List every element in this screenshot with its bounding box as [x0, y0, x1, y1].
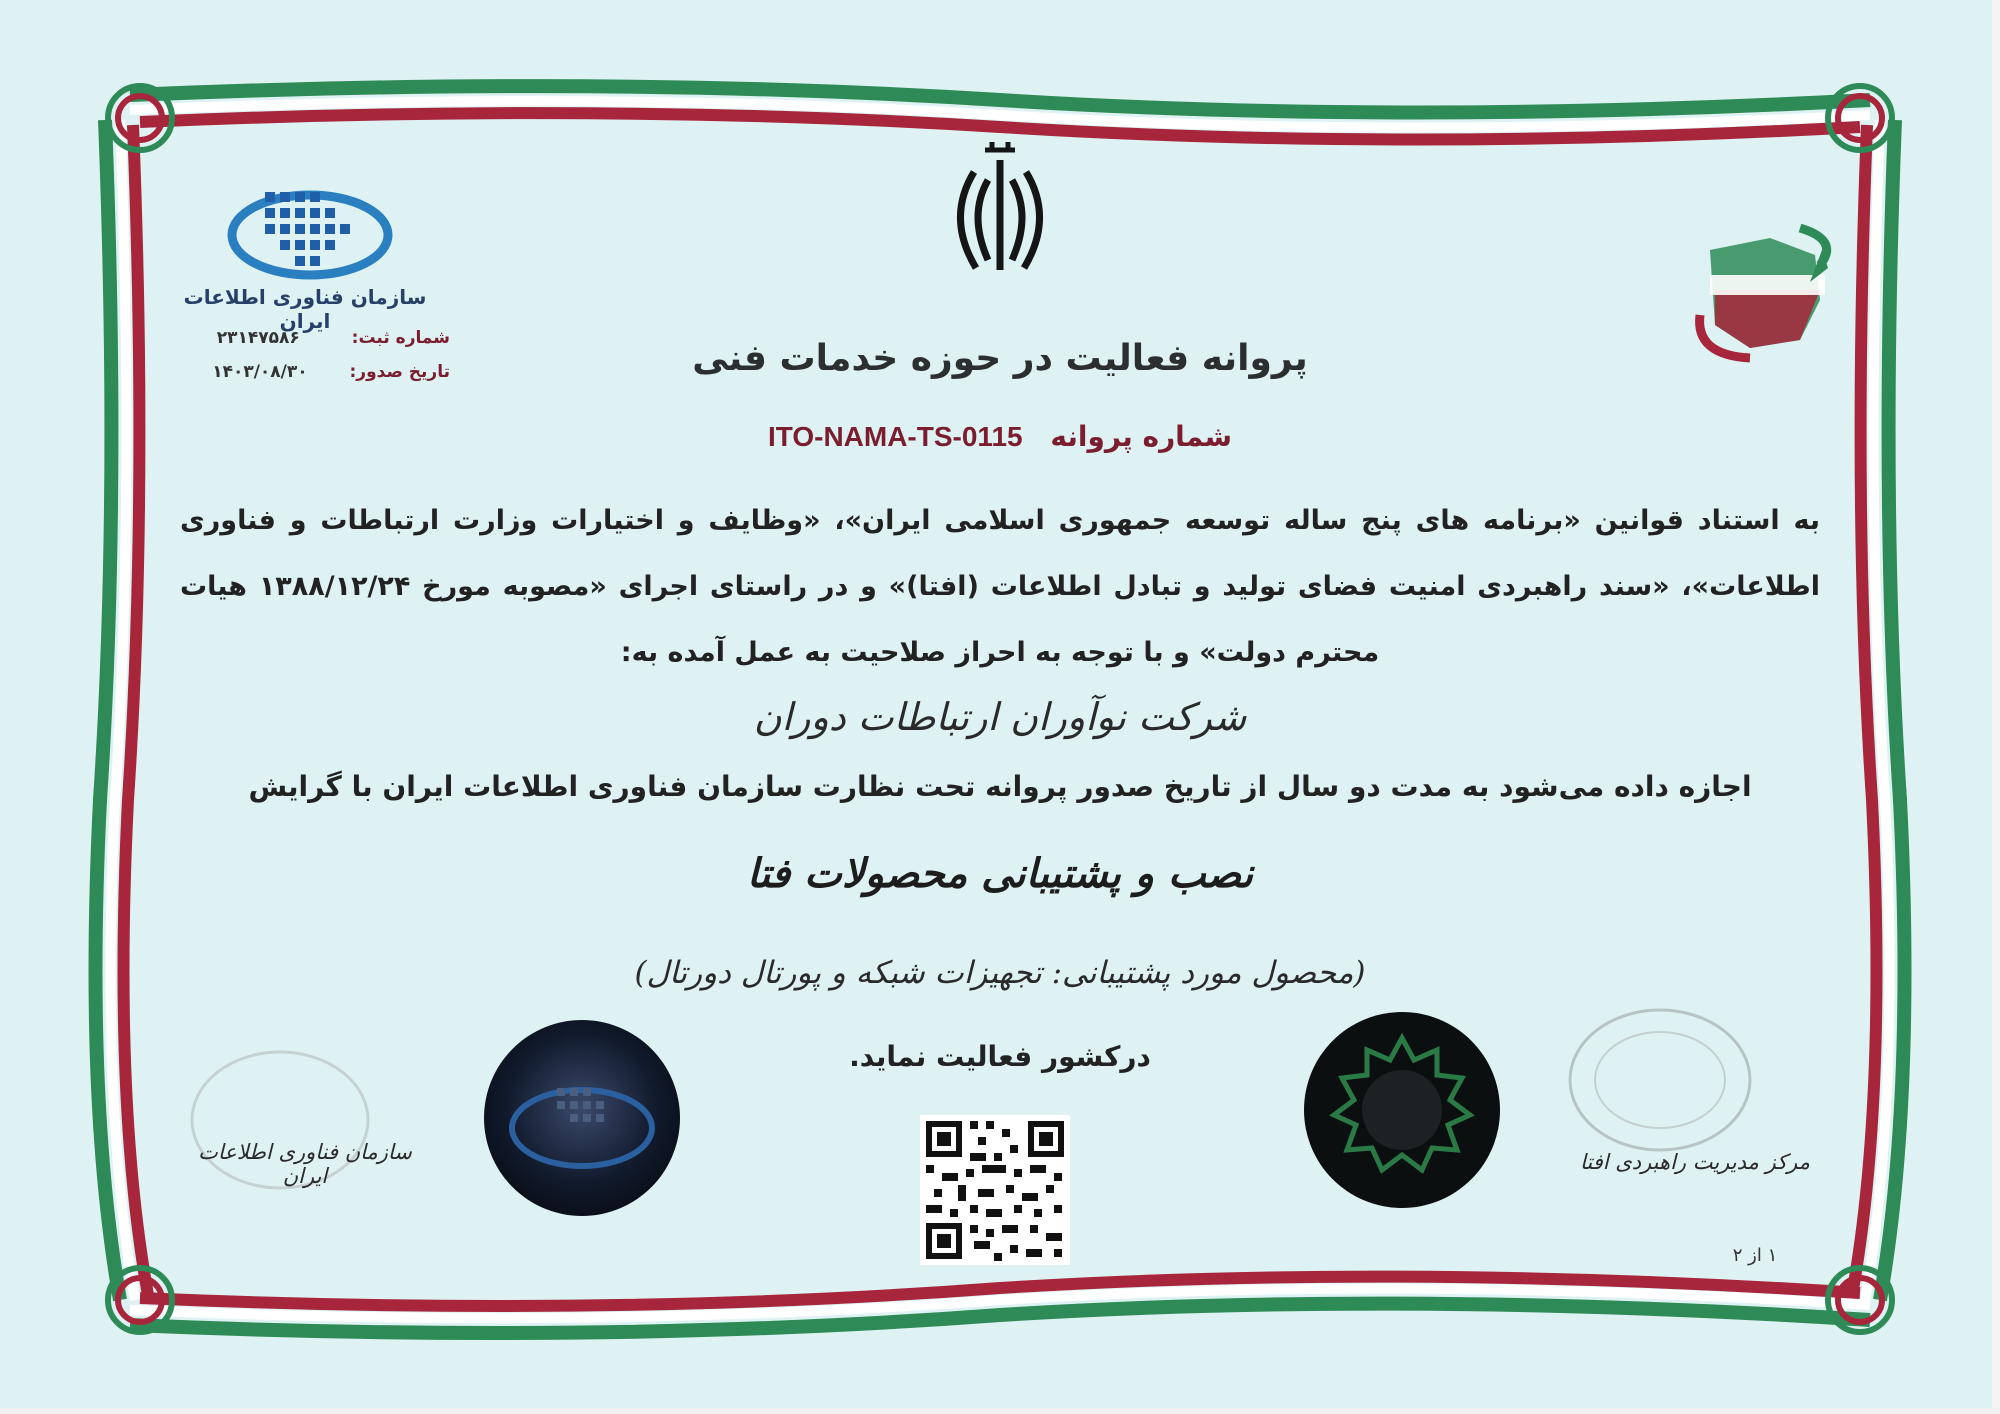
issue-date-label: تاریخ صدور: [349, 362, 450, 382]
afta-faint-stamp [1560, 1000, 1760, 1160]
license-label: شماره پروانه [1050, 420, 1233, 453]
closing-text: درکشور فعالیت نماید. [849, 1040, 1151, 1073]
legal-basis-paragraph: به استناد قوانین «برنامه های پنج ساله توسعه جمهوری اسلامی ایران»، «وظایف و اختیارات وزارت ارتباطات و فناوری اطلاعات»، «سند راهبردی امنیت فضای تولید و تبادل اطلاعات (افتا)» و در راستای اجرای «مصوبه مورخ ۱۳۸۸/۱۲/۲۴ هیات محترم دولت» و با توجه به احراز صلاحیت به عمل آمده به: [180, 505, 1820, 668]
afta-hologram-seal [1302, 1010, 1502, 1210]
company-name: شرکت نوآوران ارتباطات دوران [753, 695, 1247, 739]
certificate-title: پروانه فعالیت در حوزه خدمات فنی [692, 338, 1308, 379]
license-number: ITO-NAMA-TS-0115 [767, 421, 1023, 452]
ito-hologram-seal [482, 1018, 682, 1218]
page-number: ۱ از ۲ [1732, 1245, 1778, 1266]
activity-field: نصب و پشتیبانی محصولات فتا [746, 850, 1254, 897]
registration-label: شماره ثبت: [351, 328, 450, 348]
permission-text: اجازه داده می‌شود به مدت دو سال از تاریخ صدور پروانه تحت نظارت سازمان فناوری اطلاعات ایران با گرایش [248, 770, 1752, 803]
supported-product: (محصول مورد پشتیبانی: تجهیزات شبکه و پورتال دورتال) [634, 955, 1366, 991]
issue-date-value: ۱۴۰۳/۰۸/۳۰ [212, 362, 308, 382]
ito-logo-text: سازمان فناوری اطلاعات ایران [183, 285, 427, 333]
license-number-row [0, 420, 2000, 453]
left-signature-caption: سازمان فناوری اطلاعات ایران [198, 1140, 412, 1188]
ito-logo-icon [225, 180, 395, 285]
right-signature-caption: مرکز مدیریت راهبردی افتا [1580, 1150, 1810, 1174]
registration-value: ۲۳۱۴۷۵۸۶ [216, 328, 300, 348]
qr-code [920, 1115, 1070, 1265]
iran-emblem-icon [950, 140, 1050, 280]
